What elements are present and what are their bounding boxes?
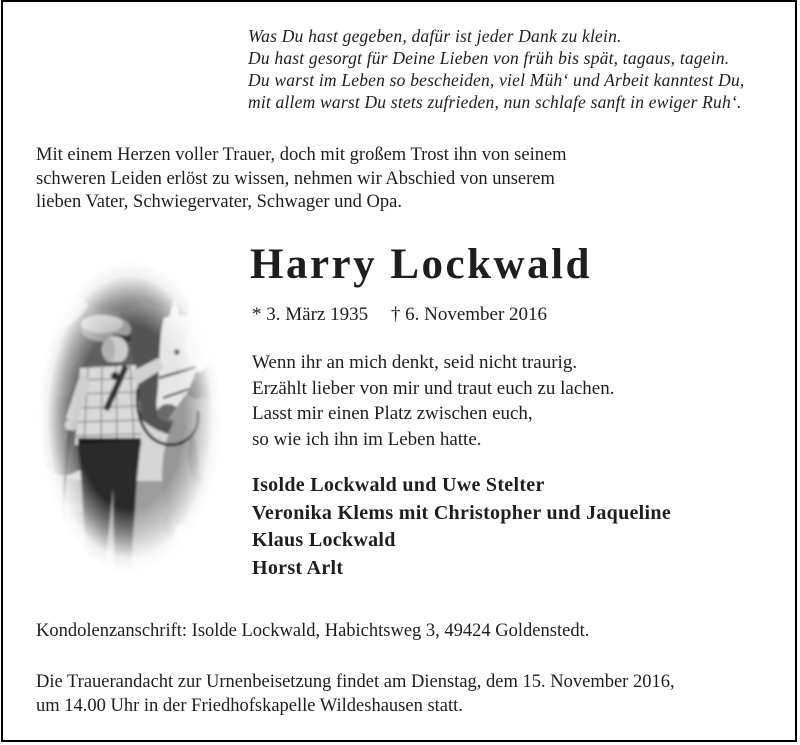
remembrance-verse-line: Lasst mir einen Platz zwischen euch, [252, 403, 533, 424]
mourner-line: Isolde Lockwald und Uwe Stelter [252, 474, 545, 496]
mourner-line: Veronika Klems mit Christopher und Jaqueline [252, 501, 672, 524]
birth-date: * 3. März 1935 [252, 304, 369, 325]
intro-line: schweren Leiden erlöst zu wissen, nehmen wir Abschied von unserem [36, 168, 555, 189]
remembrance-verse-line: Erzählt lieber von mir und traut euch zu lachen. [252, 377, 615, 399]
opening-verse-line: Du warst im Leben so bescheiden, viel Müh‘ und Arbeit kanntest Du, [248, 70, 745, 90]
intro-line: lieben Vater, Schwiegervater, Schwager und Opa. [36, 192, 402, 212]
portrait-photo [18, 226, 242, 608]
opening-verse-line: mit allem warst Du stets zufrieden, nun schlafe sanft in ewiger Ruh‘. [248, 92, 742, 112]
service-line: um 14.00 Uhr in der Friedhofskapelle Wildeshausen statt. [36, 695, 463, 716]
opening-verse-line: Was Du hast gegeben, dafür ist jeder Dank zu klein. [248, 26, 622, 46]
photo-vignette [18, 226, 242, 608]
service-announcement [36, 671, 675, 718]
service-line: Die Trauerandacht zur Urnenbeisetzung findet am Dienstag, dem 15. November 2016, [36, 672, 675, 692]
remembrance-verse [252, 350, 614, 452]
condolence-address: Kondolenzanschrift: Isolde Lockwald, Habichtsweg 3, 49424 Goldenstedt. [36, 621, 590, 641]
opening-verse [248, 25, 744, 113]
death-date: † 6. November 2016 [390, 304, 548, 325]
mourner-line: Horst Arlt [252, 556, 344, 579]
life-dates [252, 304, 547, 326]
remembrance-verse-line: so wie ich ihn im Leben hatte. [252, 428, 482, 450]
remembrance-verse-line: Wenn ihr an mich denkt, seid nicht traurig. [252, 352, 578, 373]
intro-line: Mit einem Herzen voller Trauer, doch mit großem Trost ihn von seinem [36, 145, 567, 165]
deceased-name: Harry Lockwald [250, 241, 592, 288]
mourner-line: Klaus Lockwald [252, 529, 396, 551]
opening-verse-line: Du hast gesorgt für Deine Lieben von früh bis spät, tagaus, tagein. [248, 48, 730, 68]
mourners-list [252, 472, 671, 582]
intro-paragraph [36, 144, 567, 215]
